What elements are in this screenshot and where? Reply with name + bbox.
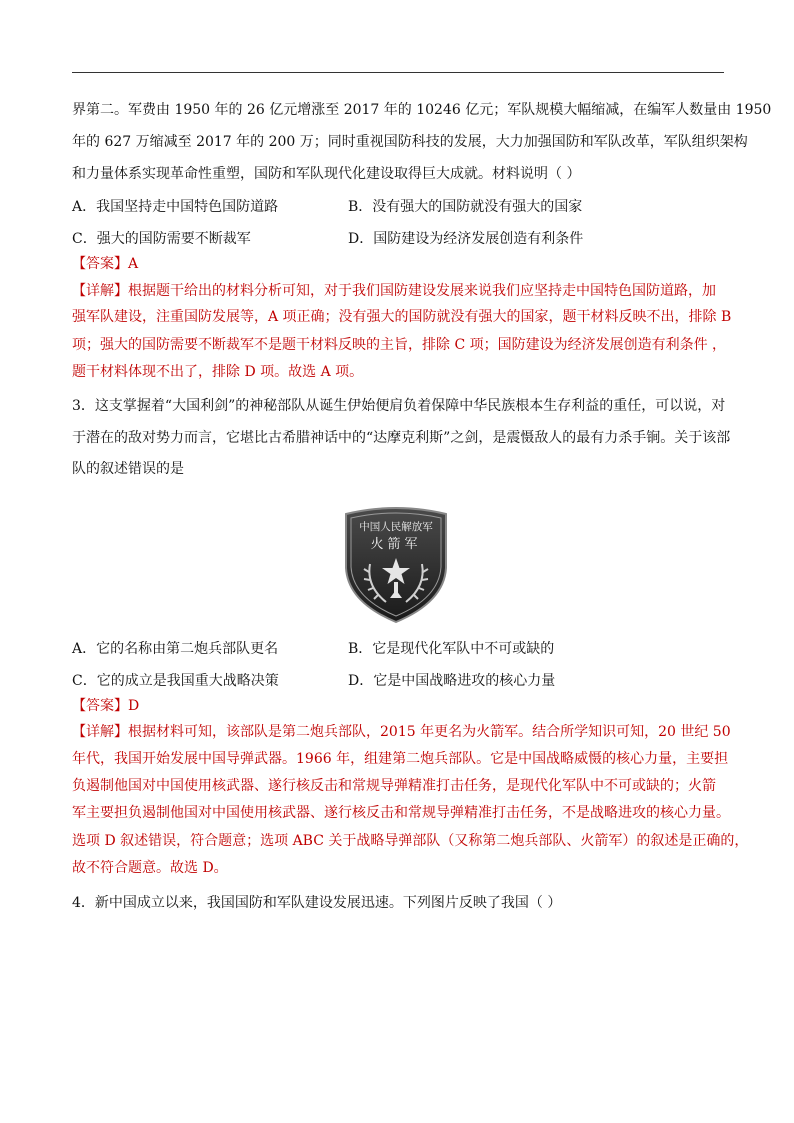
shield-emblem-icon	[340, 506, 452, 624]
q3-explanation-line-2: 年代，我国开始发展中国导弹武器。1966 年，组建第二炮兵部队。它是中国战略威慑的核心力量，主要担	[72, 751, 729, 767]
q3-option-b: B．它是现代化军队中不可或缺的	[348, 641, 555, 657]
q3-option-d: D．它是中国战略进攻的核心力量	[348, 673, 556, 689]
q3-explanation-line-3: 负遏制他国对中国使用核武器、遂行核反击和常规导弹精准打击任务，是现代化军队中不可或缺的；火箭	[72, 778, 716, 794]
q3-option-c: C．它的成立是我国重大战略决策	[72, 673, 279, 689]
q3-explanation-line-4: 军主要担负遏制他国对中国使用核武器、遂行核反击和常规导弹精准打击任务，不是战略进攻的核心力量。	[72, 805, 730, 821]
q2-option-a: A．我国坚持走中国特色国防道路	[72, 199, 279, 215]
q3-stem-line-3: 队的叙述错误的是	[72, 461, 184, 477]
q2-option-b: B．没有强大的国防就没有强大的国家	[348, 199, 583, 215]
q3-explanation-line-6: 故不符合题意。故选 D。	[72, 860, 228, 876]
q3-stem-line-1: 3．这支掌握着“大国利剑”的神秘部队从诞生伊始便肩负着保障中华民族根本生存利益的重任，可以说，对	[72, 398, 726, 414]
q2-explanation-line-3: 项；强大的国防需要不断裁军不是题干材料反映的主旨，排除 C 项；国防建设为经济发展创造有利条件 ，	[72, 337, 727, 353]
q2-explanation-line-4: 题干材料体现不出了，排除 D 项。故选 A 项。	[72, 364, 364, 380]
q3-stem-line-2: 于潜在的敌对势力而言，它堪比古希腊神话中的“达摩克利斯”之剑，是震慑敌人的最有力杀手锏。关于该部	[72, 430, 731, 446]
q2-explanation-line-2: 强军队建设，注重国防发展等，A 项正确；没有强大的国防就没有强大的国家，题干材料反映不出，排除 B	[72, 309, 732, 325]
q2-option-d: D．国防建设为经济发展创造有利条件	[348, 231, 584, 247]
q2-explanation-line-1: 【详解】根据题干给出的材料分析可知，对于我们国防建设发展来说我们应坚持走中国特色国防道路，加	[72, 283, 716, 299]
q3-option-a: A．它的名称由第二炮兵部队更名	[72, 641, 279, 657]
q2-option-c: C．强大的国防需要不断裁军	[72, 231, 251, 247]
q4-stem: 4．新中国成立以来，我国国防和军队建设发展迅速。下列图片反映了我国（ ）	[72, 895, 562, 911]
q2-stem-line-2: 年的 627 万缩减至 2017 年的 200 万；同时重视国防科技的发展，大力加强国防和军队改革，军队组织架构	[72, 134, 748, 150]
q2-stem-line-1: 界第二。军费由 1950 年的 26 亿元增涨至 2017 年的 10246 亿元；军队规模大幅缩减，在编军人数量由 1950	[72, 102, 772, 118]
q2-answer: 【答案】A	[72, 256, 139, 272]
q3-answer: 【答案】D	[72, 698, 140, 714]
header-rule	[72, 72, 724, 73]
q2-stem-line-3: 和力量体系实现革命性重塑，国防和军队现代化建设取得巨大成就。材料说明（ ）	[72, 166, 581, 182]
badge-line-1: 中国人民解放军	[359, 521, 433, 533]
rocket-force-badge-image	[340, 506, 452, 624]
badge-line-2: 火箭军	[370, 537, 422, 552]
q3-explanation-line-5: 选项 D 叙述错误，符合题意；选项 ABC 关于战略导弹部队（又称第二炮兵部队、火箭军）的叙述是正确的，	[72, 833, 749, 849]
q3-explanation-line-1: 【详解】根据材料可知，该部队是第二炮兵部队，2015 年更名为火箭军。结合所学知识可知，20 世纪 50	[72, 724, 731, 740]
